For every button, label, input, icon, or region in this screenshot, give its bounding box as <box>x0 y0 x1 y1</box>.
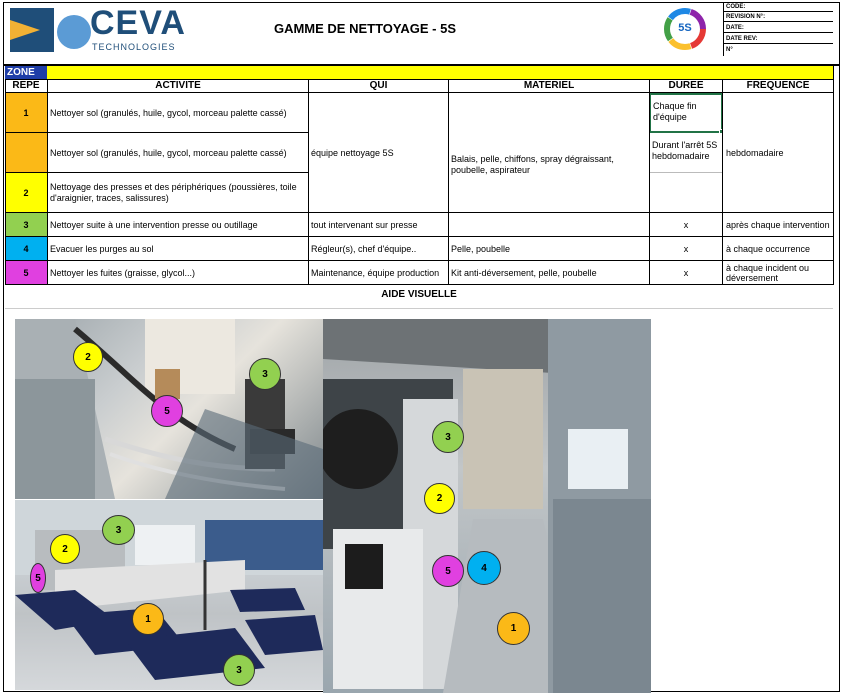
meta-date: DATE: <box>724 23 833 33</box>
5s-label: 5S <box>678 22 692 34</box>
col-header-repe: REPE <box>12 80 40 91</box>
qui-cell-5: Maintenance, équipe production <box>311 267 440 278</box>
materiel-cell-4: Pelle, poubelle <box>451 243 511 254</box>
repe-cell-3: 3 <box>5 213 47 236</box>
marker-1: 1 <box>132 603 164 635</box>
col-header-qui: QUI <box>369 80 388 91</box>
frequence-cell-3: après chaque intervention <box>726 219 830 230</box>
activite-cell-4: Evacuer les purges au sol <box>50 243 154 254</box>
marker-3: 3 <box>102 515 135 545</box>
repe-cell-2: 2 <box>5 173 47 212</box>
duree-cell-selected[interactable]: Chaque fin d'équipe <box>649 93 723 133</box>
materiel-cell-5: Kit anti-déversement, pelle, poubelle <box>451 267 597 278</box>
repe-cell-1b <box>5 133 47 172</box>
marker-2: 2 <box>424 483 455 514</box>
meta-date-rev: DATE REV: <box>724 34 833 44</box>
repe-cell-1: 1 <box>5 93 47 132</box>
col-header-activite: ACTIVITE <box>155 80 201 91</box>
brand-sub: TECHNOLOGIES <box>92 42 176 52</box>
marker-5: 5 <box>30 563 46 593</box>
activite-cell-3: Nettoyer suite à une intervention presse ou outillage <box>50 219 258 230</box>
marker-3: 3 <box>223 654 255 686</box>
duree-cell-5: x <box>683 267 689 278</box>
zone-field[interactable] <box>47 66 833 79</box>
marker-5: 5 <box>432 555 464 587</box>
aide-visuelle-heading: AIDE VISUELLE <box>381 289 457 300</box>
marker-2: 2 <box>73 342 103 372</box>
marker-3: 3 <box>249 358 281 390</box>
duree-cell-4: x <box>683 243 689 254</box>
frequence-cell-4: à chaque occurrence <box>726 243 811 254</box>
col-header-frequence: FREQUENCE <box>746 80 810 91</box>
repe-cell-5: 5 <box>5 261 47 284</box>
duree-cell-3: x <box>683 219 689 230</box>
document-title: GAMME DE NETTOYAGE - 5S <box>273 21 457 36</box>
qui-cell-3: tout intervenant sur presse <box>311 219 418 230</box>
5s-logo <box>664 8 706 50</box>
photo-pallet-area <box>15 500 323 690</box>
qui-cell-group: équipe nettoyage 5S <box>311 147 394 158</box>
duree-cell-1: Durant l'arrêt 5S hebdomadaire <box>652 140 718 161</box>
photo-aisle <box>323 319 651 693</box>
activite-cell-1: Nettoyer sol (granulés, huile, gycol, morceau palette cassé) <box>50 107 287 118</box>
meta-revision: REVISION N°: <box>724 12 833 22</box>
marker-4: 4 <box>467 551 501 585</box>
marker-5: 5 <box>151 395 183 427</box>
meta-code: CODE: <box>724 2 833 12</box>
qui-cell-4: Régleur(s), chef d'équipe.. <box>311 243 417 254</box>
col-header-materiel: MATERIEL <box>523 80 575 91</box>
activite-cell-2: Nettoyage des presses et des périphériques (poussières, toile d'araignier, traces, salissures) <box>50 181 297 203</box>
marker-3: 3 <box>432 421 464 453</box>
materiel-cell-group: Balais, pelle, chiffons, spray dégraissant, poubelle, aspirateur <box>451 153 614 175</box>
activite-cell-5: Nettoyer les fuites (graisse, glycol...) <box>50 267 196 278</box>
ceva-logo <box>8 6 188 56</box>
brand-name: CEVA <box>90 4 186 42</box>
activite-cell-1b: Nettoyer sol (granulés, huile, gycol, morceau palette cassé) <box>50 147 287 158</box>
repe-cell-4: 4 <box>5 237 47 260</box>
meta-number: N° <box>726 47 733 53</box>
zone-label: ZONE <box>5 66 47 79</box>
marker-2: 2 <box>50 534 80 564</box>
frequence-cell-group: hebdomadaire <box>726 147 784 158</box>
col-header-duree: DUREE <box>668 80 704 91</box>
marker-1: 1 <box>497 612 530 645</box>
frequence-cell-5: à chaque incident ou déversement <box>726 262 810 283</box>
